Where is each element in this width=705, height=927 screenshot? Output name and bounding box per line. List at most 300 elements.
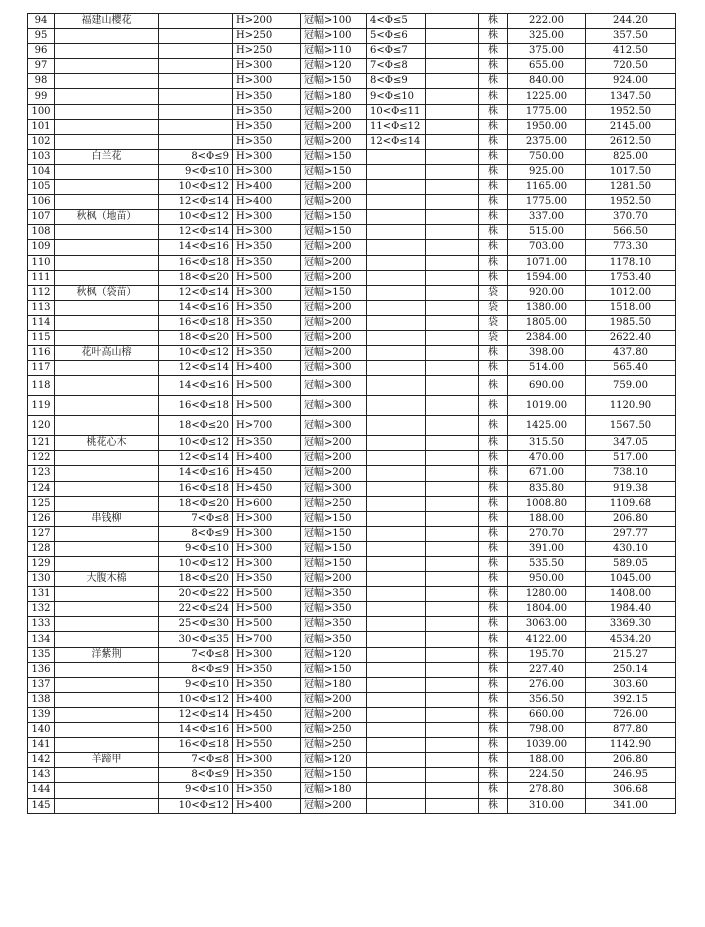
table-row <box>28 451 676 466</box>
row-number: 99 <box>28 89 55 104</box>
diameter-spec: 10<Φ≤12 <box>159 436 233 451</box>
crown-spec: 冠幅>100 <box>301 14 367 29</box>
diameter-range <box>367 783 426 798</box>
price-total: 1347.50 <box>586 89 676 104</box>
row-number: 133 <box>28 617 55 632</box>
price-base: 315.50 <box>508 436 586 451</box>
price-table <box>27 13 676 814</box>
diameter-range <box>367 692 426 707</box>
diameter-range <box>367 346 426 361</box>
crown-spec: 冠幅>300 <box>301 361 367 376</box>
plant-name <box>55 29 159 44</box>
diameter-spec: 14<Φ≤16 <box>159 466 233 481</box>
table-row <box>28 300 676 315</box>
height-spec: H>350 <box>233 783 301 798</box>
unit: 株 <box>479 74 508 89</box>
diameter-spec: 12<Φ≤14 <box>159 285 233 300</box>
row-number: 102 <box>28 134 55 149</box>
blank-cell <box>426 285 479 300</box>
plant-name <box>55 361 159 376</box>
price-total: 1952.50 <box>586 104 676 119</box>
crown-spec: 冠幅>200 <box>301 572 367 587</box>
diameter-range <box>367 255 426 270</box>
diameter-spec: 16<Φ≤18 <box>159 396 233 416</box>
unit: 株 <box>479 587 508 602</box>
plant-name <box>55 225 159 240</box>
diameter-range: 7<Φ≤8 <box>367 59 426 74</box>
price-base: 188.00 <box>508 511 586 526</box>
price-total: 250.14 <box>586 662 676 677</box>
blank-cell <box>426 74 479 89</box>
crown-spec: 冠幅>150 <box>301 541 367 556</box>
diameter-spec <box>159 134 233 149</box>
diameter-range <box>367 195 426 210</box>
row-number: 105 <box>28 180 55 195</box>
plant-name <box>55 74 159 89</box>
price-total: 1120.90 <box>586 396 676 416</box>
plant-name <box>55 557 159 572</box>
crown-spec: 冠幅>200 <box>301 195 367 210</box>
height-spec: H>350 <box>233 300 301 315</box>
plant-name <box>55 59 159 74</box>
crown-spec: 冠幅>200 <box>301 104 367 119</box>
unit: 株 <box>479 526 508 541</box>
price-total: 825.00 <box>586 149 676 164</box>
diameter-spec: 14<Φ≤16 <box>159 376 233 396</box>
unit: 株 <box>479 738 508 753</box>
price-total: 720.50 <box>586 59 676 74</box>
height-spec: H>500 <box>233 376 301 396</box>
crown-spec: 冠幅>100 <box>301 29 367 44</box>
unit: 株 <box>479 798 508 813</box>
diameter-spec: 10<Φ≤12 <box>159 346 233 361</box>
price-base: 276.00 <box>508 677 586 692</box>
price-total: 206.80 <box>586 753 676 768</box>
table-row <box>28 557 676 572</box>
height-spec: H>450 <box>233 707 301 722</box>
plant-name <box>55 89 159 104</box>
row-number: 117 <box>28 361 55 376</box>
unit: 株 <box>479 496 508 511</box>
row-number: 127 <box>28 526 55 541</box>
diameter-spec: 7<Φ≤8 <box>159 647 233 662</box>
blank-cell <box>426 496 479 511</box>
unit: 株 <box>479 240 508 255</box>
blank-cell <box>426 572 479 587</box>
diameter-range <box>367 466 426 481</box>
diameter-range <box>367 481 426 496</box>
row-number: 106 <box>28 195 55 210</box>
height-spec: H>350 <box>233 436 301 451</box>
plant-name <box>55 466 159 481</box>
height-spec: H>350 <box>233 104 301 119</box>
unit: 株 <box>479 210 508 225</box>
plant-name <box>55 783 159 798</box>
price-base: 750.00 <box>508 149 586 164</box>
table-row <box>28 44 676 59</box>
price-base: 1775.00 <box>508 195 586 210</box>
height-spec: H>350 <box>233 662 301 677</box>
crown-spec: 冠幅>150 <box>301 557 367 572</box>
unit: 株 <box>479 617 508 632</box>
row-number: 131 <box>28 587 55 602</box>
plant-name <box>55 707 159 722</box>
crown-spec: 冠幅>180 <box>301 783 367 798</box>
unit: 袋 <box>479 285 508 300</box>
row-number: 104 <box>28 164 55 179</box>
price-base: 1804.00 <box>508 602 586 617</box>
height-spec: H>500 <box>233 602 301 617</box>
price-base: 195.70 <box>508 647 586 662</box>
crown-spec: 冠幅>250 <box>301 496 367 511</box>
diameter-spec: 9<Φ≤10 <box>159 783 233 798</box>
price-base: 1775.00 <box>508 104 586 119</box>
unit: 袋 <box>479 315 508 330</box>
table-row <box>28 647 676 662</box>
price-base: 1071.00 <box>508 255 586 270</box>
row-number: 118 <box>28 376 55 396</box>
plant-name <box>55 119 159 134</box>
diameter-spec: 8<Φ≤9 <box>159 526 233 541</box>
crown-spec: 冠幅>200 <box>301 707 367 722</box>
row-number: 116 <box>28 346 55 361</box>
price-total: 430.10 <box>586 541 676 556</box>
table-row <box>28 511 676 526</box>
table-row <box>28 119 676 134</box>
price-total: 206.80 <box>586 511 676 526</box>
unit: 株 <box>479 180 508 195</box>
diameter-range <box>367 376 426 396</box>
row-number: 142 <box>28 753 55 768</box>
crown-spec: 冠幅>200 <box>301 315 367 330</box>
unit: 株 <box>479 451 508 466</box>
blank-cell <box>426 225 479 240</box>
blank-cell <box>426 346 479 361</box>
price-base: 224.50 <box>508 768 586 783</box>
diameter-range <box>367 572 426 587</box>
height-spec: H>300 <box>233 541 301 556</box>
price-base: 1380.00 <box>508 300 586 315</box>
row-number: 107 <box>28 210 55 225</box>
diameter-spec: 16<Φ≤18 <box>159 481 233 496</box>
unit: 株 <box>479 104 508 119</box>
table-row <box>28 225 676 240</box>
row-number: 113 <box>28 300 55 315</box>
price-base: 1019.00 <box>508 396 586 416</box>
unit: 株 <box>479 14 508 29</box>
blank-cell <box>426 134 479 149</box>
price-base: 660.00 <box>508 707 586 722</box>
diameter-range <box>367 617 426 632</box>
table-row <box>28 330 676 345</box>
price-base: 950.00 <box>508 572 586 587</box>
diameter-spec: 22<Φ≤24 <box>159 602 233 617</box>
plant-name <box>55 526 159 541</box>
price-total: 1281.50 <box>586 180 676 195</box>
price-total: 2145.00 <box>586 119 676 134</box>
height-spec: H>500 <box>233 587 301 602</box>
diameter-range <box>367 180 426 195</box>
price-total: 589.05 <box>586 557 676 572</box>
table-row <box>28 707 676 722</box>
plant-name <box>55 300 159 315</box>
height-spec: H>300 <box>233 557 301 572</box>
price-total: 1178.10 <box>586 255 676 270</box>
diameter-spec <box>159 29 233 44</box>
diameter-spec: 9<Φ≤10 <box>159 541 233 556</box>
unit: 株 <box>479 416 508 436</box>
plant-name <box>55 240 159 255</box>
blank-cell <box>426 677 479 692</box>
height-spec: H>350 <box>233 89 301 104</box>
height-spec: H>500 <box>233 723 301 738</box>
height-spec: H>350 <box>233 255 301 270</box>
price-total: 773.30 <box>586 240 676 255</box>
diameter-range <box>367 662 426 677</box>
blank-cell <box>426 526 479 541</box>
price-total: 3369.30 <box>586 617 676 632</box>
diameter-spec <box>159 104 233 119</box>
height-spec: H>300 <box>233 164 301 179</box>
diameter-spec: 12<Φ≤14 <box>159 225 233 240</box>
row-number: 128 <box>28 541 55 556</box>
blank-cell <box>426 149 479 164</box>
blank-cell <box>426 602 479 617</box>
price-base: 188.00 <box>508 753 586 768</box>
table-row <box>28 270 676 285</box>
crown-spec: 冠幅>300 <box>301 376 367 396</box>
diameter-range <box>367 225 426 240</box>
blank-cell <box>426 210 479 225</box>
price-total: 4534.20 <box>586 632 676 647</box>
blank-cell <box>426 617 479 632</box>
diameter-range <box>367 753 426 768</box>
height-spec: H>200 <box>233 14 301 29</box>
crown-spec: 冠幅>120 <box>301 59 367 74</box>
table-row <box>28 164 676 179</box>
diameter-spec: 10<Φ≤12 <box>159 798 233 813</box>
blank-cell <box>426 416 479 436</box>
crown-spec: 冠幅>200 <box>301 180 367 195</box>
plant-name: 花叶高山榕 <box>55 346 159 361</box>
height-spec: H>400 <box>233 361 301 376</box>
plant-name: 羊蹄甲 <box>55 753 159 768</box>
price-total: 303.60 <box>586 677 676 692</box>
diameter-range: 5<Φ≤6 <box>367 29 426 44</box>
crown-spec: 冠幅>350 <box>301 632 367 647</box>
price-base: 1594.00 <box>508 270 586 285</box>
price-base: 310.00 <box>508 798 586 813</box>
row-number: 137 <box>28 677 55 692</box>
price-total: 565.40 <box>586 361 676 376</box>
price-total: 215.27 <box>586 647 676 662</box>
diameter-range <box>367 587 426 602</box>
plant-name <box>55 195 159 210</box>
price-base: 798.00 <box>508 723 586 738</box>
plant-name <box>55 44 159 59</box>
price-base: 2375.00 <box>508 134 586 149</box>
diameter-range <box>367 300 426 315</box>
crown-spec: 冠幅>200 <box>301 692 367 707</box>
crown-spec: 冠幅>150 <box>301 164 367 179</box>
table-row <box>28 210 676 225</box>
diameter-spec: 7<Φ≤8 <box>159 511 233 526</box>
row-number: 129 <box>28 557 55 572</box>
price-base: 1039.00 <box>508 738 586 753</box>
table-row <box>28 14 676 29</box>
unit: 株 <box>479 557 508 572</box>
unit: 株 <box>479 270 508 285</box>
unit: 株 <box>479 647 508 662</box>
height-spec: H>400 <box>233 180 301 195</box>
price-total: 370.70 <box>586 210 676 225</box>
plant-name <box>55 180 159 195</box>
unit: 株 <box>479 436 508 451</box>
price-total: 244.20 <box>586 14 676 29</box>
crown-spec: 冠幅>200 <box>301 270 367 285</box>
blank-cell <box>426 692 479 707</box>
unit: 株 <box>479 119 508 134</box>
diameter-range: 8<Φ≤9 <box>367 74 426 89</box>
diameter-range <box>367 738 426 753</box>
unit: 袋 <box>479 300 508 315</box>
row-number: 115 <box>28 330 55 345</box>
table-body <box>28 14 676 814</box>
crown-spec: 冠幅>300 <box>301 416 367 436</box>
diameter-spec: 12<Φ≤14 <box>159 707 233 722</box>
price-base: 1805.00 <box>508 315 586 330</box>
crown-spec: 冠幅>200 <box>301 300 367 315</box>
table-row <box>28 149 676 164</box>
diameter-range <box>367 541 426 556</box>
unit: 株 <box>479 632 508 647</box>
price-total: 1952.50 <box>586 195 676 210</box>
diameter-range <box>367 647 426 662</box>
diameter-spec: 7<Φ≤8 <box>159 753 233 768</box>
unit: 株 <box>479 396 508 416</box>
height-spec: H>700 <box>233 416 301 436</box>
table-row <box>28 466 676 481</box>
blank-cell <box>426 632 479 647</box>
unit: 株 <box>479 255 508 270</box>
diameter-spec: 10<Φ≤12 <box>159 557 233 572</box>
price-total: 924.00 <box>586 74 676 89</box>
diameter-spec: 10<Φ≤12 <box>159 692 233 707</box>
height-spec: H>550 <box>233 738 301 753</box>
diameter-spec: 16<Φ≤18 <box>159 315 233 330</box>
height-spec: H>250 <box>233 44 301 59</box>
blank-cell <box>426 59 479 74</box>
row-number: 114 <box>28 315 55 330</box>
height-spec: H>350 <box>233 572 301 587</box>
row-number: 120 <box>28 416 55 436</box>
row-number: 110 <box>28 255 55 270</box>
blank-cell <box>426 783 479 798</box>
row-number: 132 <box>28 602 55 617</box>
crown-spec: 冠幅>350 <box>301 602 367 617</box>
table-row <box>28 436 676 451</box>
crown-spec: 冠幅>180 <box>301 677 367 692</box>
table-row <box>28 798 676 813</box>
price-base: 227.40 <box>508 662 586 677</box>
height-spec: H>400 <box>233 798 301 813</box>
blank-cell <box>426 376 479 396</box>
row-number: 138 <box>28 692 55 707</box>
price-base: 920.00 <box>508 285 586 300</box>
diameter-spec: 18<Φ≤20 <box>159 330 233 345</box>
height-spec: H>300 <box>233 59 301 74</box>
price-base: 514.00 <box>508 361 586 376</box>
diameter-range <box>367 602 426 617</box>
price-total: 306.68 <box>586 783 676 798</box>
price-base: 470.00 <box>508 451 586 466</box>
diameter-spec: 18<Φ≤20 <box>159 270 233 285</box>
price-base: 325.00 <box>508 29 586 44</box>
diameter-range <box>367 285 426 300</box>
row-number: 95 <box>28 29 55 44</box>
price-base: 655.00 <box>508 59 586 74</box>
blank-cell <box>426 451 479 466</box>
price-base: 222.00 <box>508 14 586 29</box>
table-row <box>28 753 676 768</box>
table-row <box>28 361 676 376</box>
plant-name <box>55 632 159 647</box>
crown-spec: 冠幅>110 <box>301 44 367 59</box>
unit: 株 <box>479 44 508 59</box>
crown-spec: 冠幅>200 <box>301 119 367 134</box>
plant-name: 洋紫荆 <box>55 647 159 662</box>
unit: 株 <box>479 481 508 496</box>
row-number: 100 <box>28 104 55 119</box>
diameter-range <box>367 632 426 647</box>
crown-spec: 冠幅>150 <box>301 511 367 526</box>
price-total: 1985.50 <box>586 315 676 330</box>
crown-spec: 冠幅>300 <box>301 481 367 496</box>
crown-spec: 冠幅>300 <box>301 396 367 416</box>
row-number: 101 <box>28 119 55 134</box>
row-number: 144 <box>28 783 55 798</box>
row-number: 135 <box>28 647 55 662</box>
height-spec: H>350 <box>233 119 301 134</box>
plant-name: 福建山樱花 <box>55 14 159 29</box>
diameter-spec: 8<Φ≤9 <box>159 662 233 677</box>
row-number: 143 <box>28 768 55 783</box>
plant-name <box>55 330 159 345</box>
diameter-spec: 8<Φ≤9 <box>159 149 233 164</box>
row-number: 140 <box>28 723 55 738</box>
crown-spec: 冠幅>150 <box>301 526 367 541</box>
blank-cell <box>426 270 479 285</box>
diameter-spec: 12<Φ≤14 <box>159 451 233 466</box>
diameter-range: 9<Φ≤10 <box>367 89 426 104</box>
height-spec: H>400 <box>233 451 301 466</box>
plant-name: 大腹木棉 <box>55 572 159 587</box>
height-spec: H>250 <box>233 29 301 44</box>
diameter-spec: 18<Φ≤20 <box>159 416 233 436</box>
height-spec: H>300 <box>233 526 301 541</box>
plant-name <box>55 798 159 813</box>
row-number: 96 <box>28 44 55 59</box>
plant-name <box>55 723 159 738</box>
table-row <box>28 496 676 511</box>
table-row <box>28 104 676 119</box>
height-spec: H>400 <box>233 195 301 210</box>
diameter-spec: 12<Φ≤14 <box>159 361 233 376</box>
crown-spec: 冠幅>120 <box>301 753 367 768</box>
plant-name <box>55 164 159 179</box>
price-total: 759.00 <box>586 376 676 396</box>
unit: 株 <box>479 662 508 677</box>
